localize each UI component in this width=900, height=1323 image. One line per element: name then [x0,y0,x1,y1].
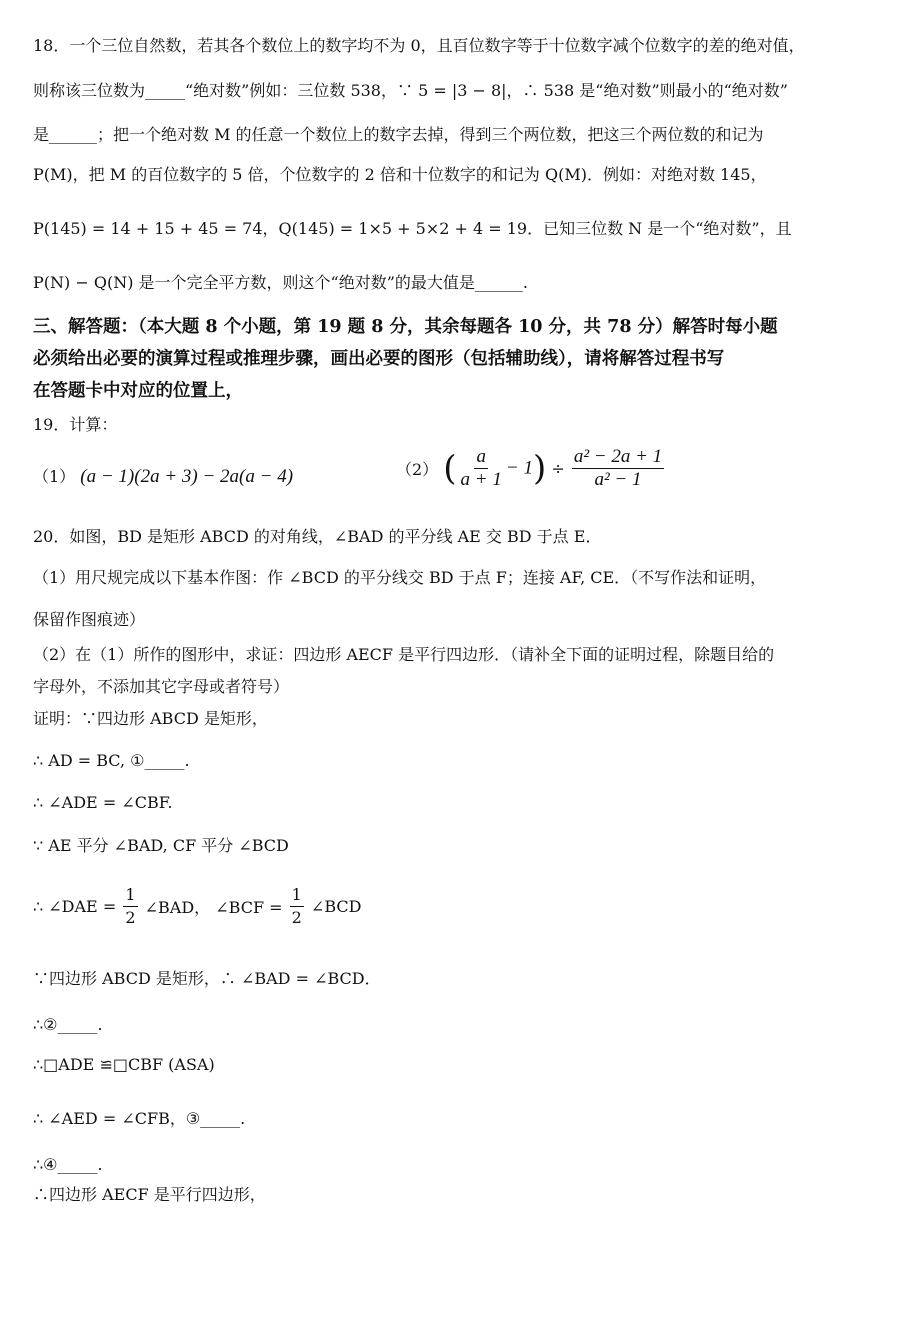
q20-line-2: （1）用尺规完成以下基本作图：作 ∠BCD 的平分线交 BD 于点 F；连接 AF, CE．（不写作法和证明， [33,568,767,587]
proof-step-1: ∴ AD = BC, ①_____. [33,751,190,770]
q19-part-1-label: （1） [33,467,76,486]
q19-part-2-fraction-2: $\frac{\text{a² − 2a + 1}}{\text{a² − 1}}$ [573,446,663,490]
proof-step-4: ∴ ∠DAE = $\frac{1}{2}$ ∠BAD， ∠BCF = $\frac{1}{2}$ ∠BCD [33,885,362,927]
q19-part-2-label: （2） [396,460,439,479]
q20-line-1: 20．如图，BD 是矩形 ABCD 的对角线，∠BAD 的平分线 AE 交 BD 于点 E． [33,527,602,546]
one-half-fraction: $\frac{1}{2}$ [291,885,302,927]
q19-part-2-fraction-1: $\frac{a}{a + 1}$ [460,446,502,490]
q19-divide-sign: ÷ [551,459,565,478]
proof-step-10: ∴四边形 AECF 是平行四边形， [33,1185,266,1204]
q19-title: 19．计算： [33,415,118,434]
proof-step-3: ∵ AE 平分 ∠BAD, CF 平分 ∠BCD [33,836,289,855]
q18-line-4: P(M)，把 M 的百位数字的 5 倍，个位数字的 2 倍和十位数字的和记为 Q(M)．例如：对绝对数 145， [33,165,767,184]
q18-line-6: P(N) − Q(N) 是一个完全平方数，则这个“绝对数”的最大值是______. [33,273,528,292]
q18-line-1: 18．一个三位自然数，若其各个数位上的数字均不为 0，且百位数字等于十位数字减个位数字的差的绝对值， [33,36,805,55]
q20-line-5: 字母外，不添加其它字母或者符号） [33,677,290,696]
q18-line-5: P(145) = 14 + 15 + 45 = 74，Q(145) = 1×5 + 5×2 + 4 = 19．已知三位数 N 是一个“绝对数”，且 [33,219,792,238]
q18-line-3: 是______；把一个绝对数 M 的任意一个数位上的数字去掉，得到三个两位数，把这三个两位数的和记为 [33,125,764,144]
q20-line-3: 保留作图痕迹） [33,610,146,629]
proof-step-7: ∴□ADE ≌□CBF (ASA) [33,1055,215,1074]
one-half-fraction: $\frac{1}{2}$ [125,885,136,927]
q19-part-1 [33,466,293,488]
q19-part-1-expression: (a − 1)(2a + 3) − 2a(a − 4) [80,466,294,487]
q19-part-2: （2） ( $\frac{a}{a + 1}$ − 1) ÷ $\frac{\text{a² − 2a + 1}}{\text{a² − 1}}$ [396,446,663,490]
section3-heading-line-1: 三、解答题：（本大题 8 个小题，第 19 题 8 分，其余每题各 10 分，共 78 分）解答时每小题 [33,317,778,337]
proof-step-6: ∴②_____. [33,1015,103,1034]
proof-step-5: ∵四边形 ABCD 是矩形，∴ ∠BAD = ∠BCD． [33,969,381,988]
q20-line-4: （2）在（1）所作的图形中，求证：四边形 AECF 是平行四边形．（请补全下面的证明过程，除题目给的 [33,645,775,664]
proof-step-8: ∴ ∠AED = ∠CFB，③_____. [33,1109,246,1128]
section3-heading-line-2: 必须给出必要的演算过程或推理步骤，画出必要的图形（包括辅助线），请将解答过程书写 [33,349,725,369]
q18-line-2: 则称该三位数为_____“绝对数”例如：三位数 538，∵ 5 = |3 − 8|，∴ 538 是“绝对数”则最小的“绝对数” [33,81,788,100]
proof-step-2: ∴ ∠ADE = ∠CBF. [33,793,173,812]
proof-step-9: ∴④_____. [33,1155,103,1174]
proof-intro: 证明：∵四边形 ABCD 是矩形， [33,709,268,728]
section3-heading-line-3: 在答题卡中对应的位置上， [33,381,243,401]
